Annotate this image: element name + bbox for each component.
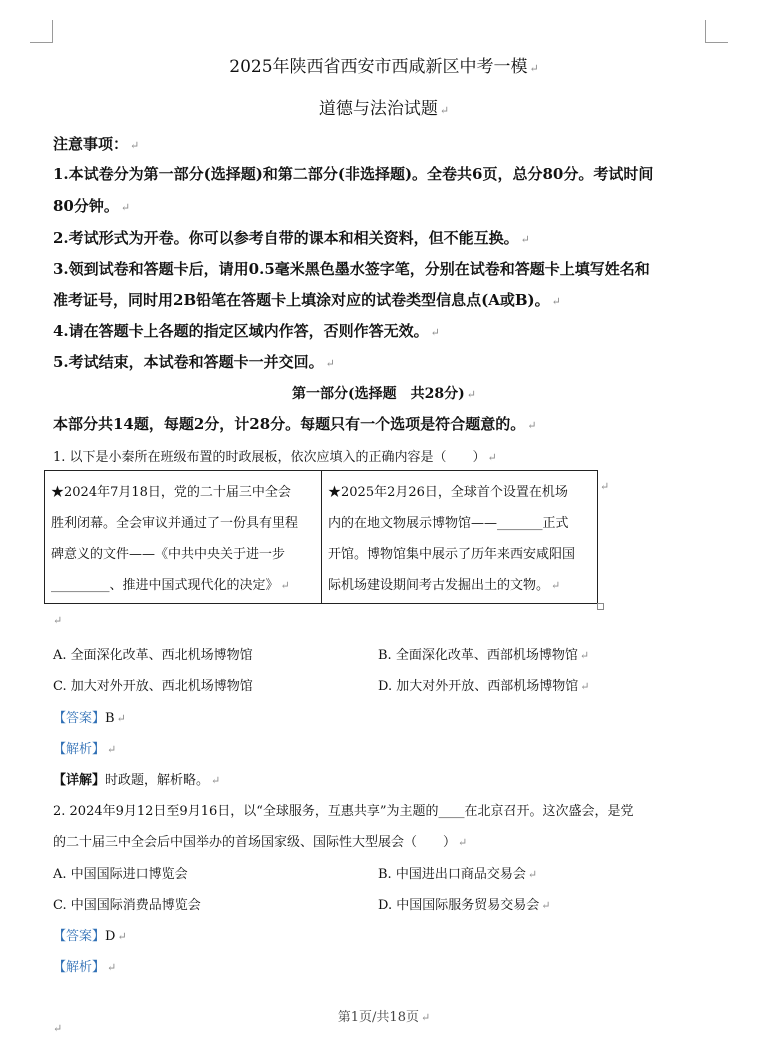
cell-line: ★2025年2月26日，全球首个设置在机场 (328, 485, 568, 500)
q2-option-a: A. 中国国际进口博览会 (53, 867, 188, 882)
q2-stem-line1: 2. 2024年9月12日至9月16日，以“全球服务，互惠共享”为主题的____在北京召开。这次盛会，是党 (53, 804, 634, 819)
page-corner-mark-top-right (705, 20, 728, 43)
cell-line: _________、推进中国式现代化的决定》 ↵ (51, 578, 290, 593)
q1-news-board-table (44, 470, 598, 604)
q1-answer: 【答案】B ↵ (53, 711, 126, 726)
notice-item: 80分钟。 ↵ (53, 197, 131, 215)
notice-item: 5.考试结束，本试卷和答题卡一并交回。 ↵ (53, 353, 335, 371)
paragraph-mark: ↵ (53, 1022, 63, 1035)
page-footer: 第1页/共18页 ↵ (337, 1010, 431, 1025)
notice-heading: 注意事项： ↵ (53, 135, 140, 153)
table-resize-handle[interactable] (597, 603, 604, 610)
doc-title: 2025年陕西省西安市西咸新区中考一模 ↵ (229, 57, 539, 77)
q1-option-d: D. 加大对外开放、西部机场博物馆 ↵ (378, 679, 590, 694)
q1-option-b: B. 全面深化改革、西部机场博物馆 ↵ (378, 648, 590, 663)
notice-item: 1.本试卷分为第一部分(选择题)和第二部分(非选择题)。全卷共6页，总分80分。考试时间 (53, 165, 654, 183)
cell-line: 胜利闭幕。全会审议并通过了一份具有里程 (51, 516, 299, 531)
q2-stem-line2: 的二十届三中全会后中国举办的首场国家级、国际性大型展会（ ） ↵ (53, 835, 468, 850)
q1-board-cell-right (322, 471, 597, 603)
cell-line: 际机场建设期间考古发掘出土的文物。 ↵ (328, 578, 561, 593)
notice-item: 3.领到试卷和答题卡后，请用0.5毫米黑色墨水签字笔，分别在试卷和答题卡上填写姓名和 (53, 260, 650, 278)
notice-item: 准考证号，同时用2B铅笔在答题卡上填涂对应的试卷类型信息点(A或B)。 ↵ (53, 291, 561, 309)
paragraph-mark: ↵ (53, 614, 63, 627)
cell-line: 开馆。博物馆集中展示了历年来西安咸阳国 (328, 547, 576, 562)
section1-instruction: 本部分共14题，每题2分，计28分。每题只有一个选项是符合题意的。 ↵ (53, 415, 537, 433)
q2-option-c: C. 中国国际消费品博览会 (53, 898, 201, 913)
q1-detail: 【详解】时政题，解析略。 ↵ (53, 773, 221, 788)
cell-line: 内的在地文物展示博物馆——_______正式 (328, 516, 569, 531)
q2-answer: 【答案】D ↵ (53, 929, 127, 944)
table-row-end-mark: ↵ (600, 480, 610, 493)
page-corner-mark-top-left (30, 20, 53, 43)
q2-option-d: D. 中国国际服务贸易交易会 ↵ (378, 898, 551, 913)
q1-board-cell-left (45, 471, 322, 603)
notice-item: 4.请在答题卡上各题的指定区域内作答，否则作答无效。 ↵ (53, 322, 440, 340)
section1-heading: 第一部分(选择题 共28分) ↵ (292, 386, 476, 402)
q1-option-a: A. 全面深化改革、西北机场博物馆 (53, 648, 253, 663)
notice-item: 2.考试形式为开卷。你可以参考自带的课本和相关资料，但不能互换。 ↵ (53, 229, 530, 247)
q1-stem: 1. 以下是小秦所在班级布置的时政展板，依次应填入的正确内容是（ ） ↵ (53, 450, 497, 465)
q1-analysis: 【解析】 ↵ (53, 742, 117, 757)
cell-line: ★2024年7月18日，党的二十届三中全会 (51, 485, 291, 500)
q1-option-c: C. 加大对外开放、西北机场博物馆 (53, 679, 253, 694)
q2-analysis: 【解析】 ↵ (53, 960, 117, 975)
cell-line: 碑意义的文件——《中共中央关于进一步 (51, 547, 286, 562)
q2-option-b: B. 中国进出口商品交易会 ↵ (378, 867, 538, 882)
doc-subtitle: 道德与法治试题 ↵ (318, 99, 450, 119)
